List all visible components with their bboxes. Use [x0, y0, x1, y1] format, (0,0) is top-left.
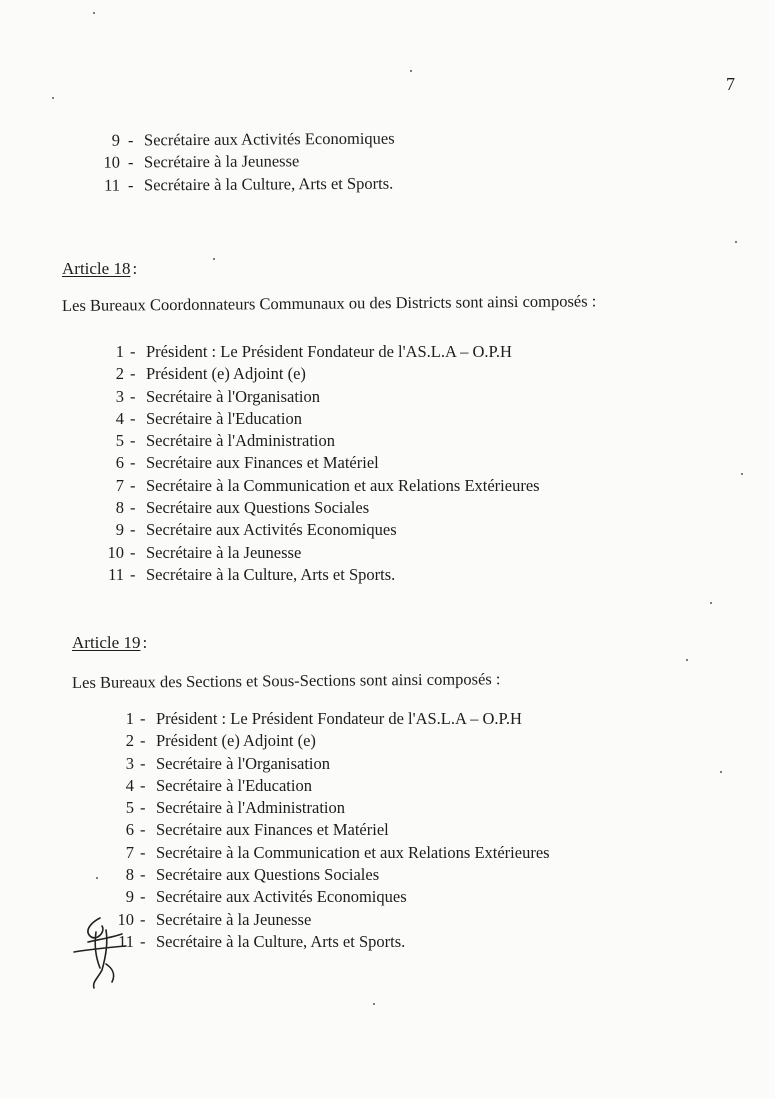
item-text: Secrétaire aux Finances et Matériel: [156, 820, 389, 840]
item-number: 11: [118, 931, 134, 951]
list-item: [98, 542, 698, 564]
item-text: Président : Le Président Fondateur de l'AS.L.A – O.P.H: [156, 709, 522, 728]
handwritten-signature: [66, 912, 136, 992]
article-19-heading: Article 19 :: [72, 633, 148, 652]
item-text: Secrétaire à l'Organisation: [156, 753, 331, 773]
item-text: Secrétaire à la Communication et aux Relations Extérieures: [146, 475, 540, 495]
list-item: [98, 452, 698, 474]
signature-stroke: [74, 918, 126, 988]
item-dash: -: [140, 753, 146, 773]
item-number: 4: [125, 775, 134, 795]
scan-speck: [720, 771, 722, 773]
item-text: Secrétaire à la Culture, Arts et Sports.: [146, 564, 396, 584]
list-item: [88, 171, 588, 197]
continued-list: [88, 128, 588, 195]
page-number: 7: [726, 74, 735, 94]
item-dash: -: [130, 498, 136, 518]
item-number: 6: [115, 453, 124, 473]
list-item: [98, 408, 698, 430]
list-item: [98, 519, 698, 541]
item-text: Secrétaire à l'Organisation: [146, 386, 321, 406]
item-number: 10: [103, 152, 121, 172]
item-text: Secrétaire aux Finances et Matériel: [146, 453, 379, 473]
list-item: [108, 708, 708, 730]
item-text: Secrétaire aux Questions Sociales: [146, 498, 370, 518]
scan-speck: [410, 70, 412, 72]
article-19-list: [108, 708, 708, 953]
scan-speck: [735, 241, 737, 243]
item-dash: -: [140, 909, 146, 929]
item-number: 5: [115, 431, 124, 451]
item-dash: -: [140, 865, 146, 885]
item-dash: -: [130, 453, 136, 473]
list-item: [88, 149, 588, 175]
item-dash: -: [127, 175, 134, 195]
list-item: [98, 430, 698, 452]
item-dash: -: [127, 152, 134, 172]
item-number: 7: [115, 475, 124, 495]
item-number: 3: [115, 386, 124, 406]
item-number: 3: [125, 753, 134, 773]
item-text: Secrétaire aux Activités Economiques: [146, 520, 397, 540]
item-dash: -: [140, 820, 146, 840]
item-number: 1: [125, 709, 134, 728]
item-number: 6: [125, 820, 134, 840]
article-19-intro: Les Bureaux des Sections et Sous-Sections sont ainsi composés :: [71, 669, 501, 692]
item-dash: -: [140, 731, 146, 751]
item-number: 2: [125, 731, 134, 751]
item-text: Secrétaire à la Culture, Arts et Sports.: [143, 173, 394, 194]
list-item: [98, 497, 698, 519]
item-dash: -: [130, 564, 136, 584]
scan-speck: [213, 258, 215, 260]
item-dash: -: [130, 431, 136, 451]
item-number: 8: [115, 498, 124, 518]
article-19-title: Article 19: [72, 633, 141, 652]
item-number: 7: [125, 842, 134, 862]
item-text: Secrétaire aux Activités Economiques: [156, 887, 407, 907]
item-dash: -: [140, 709, 146, 728]
list-item: [108, 730, 708, 752]
item-dash: -: [130, 386, 136, 406]
item-text: Secrétaire à la Communication et aux Relations Extérieures: [156, 842, 550, 862]
item-dash: -: [140, 887, 146, 907]
item-number: 9: [125, 887, 134, 907]
item-number: 10: [117, 909, 134, 929]
item-number: 10: [107, 542, 124, 562]
list-item: [98, 564, 698, 586]
item-dash: -: [130, 542, 136, 562]
item-number: 11: [108, 564, 124, 584]
item-dash: -: [140, 775, 146, 795]
scan-speck: [710, 602, 712, 604]
item-number: 2: [115, 364, 124, 384]
item-text: Secrétaire à l'Administration: [146, 431, 335, 451]
article-18-heading: Article 18 :: [62, 259, 138, 278]
item-number: 9: [111, 130, 121, 150]
scan-speck: [373, 1003, 375, 1005]
item-number: 5: [125, 798, 134, 818]
item-text: Président (e) Adjoint (e): [156, 731, 316, 751]
scan-speck: [741, 473, 743, 475]
item-number: 9: [115, 520, 124, 540]
item-dash: -: [130, 364, 136, 384]
list-item: [108, 864, 708, 886]
item-text: Président (e) Adjoint (e): [146, 364, 306, 384]
item-dash: -: [130, 520, 136, 540]
list-item: [98, 475, 698, 497]
item-text: Président : Le Président Fondateur de l'AS.L.A – O.P.H: [146, 342, 512, 361]
list-item: [98, 341, 698, 363]
article-18-intro: Les Bureaux Coordonnateurs Communaux ou des Districts sont ainsi composés :: [61, 291, 597, 315]
list-item: [108, 909, 708, 931]
list-item: [98, 386, 698, 408]
list-item: [108, 819, 708, 841]
list-item: [98, 363, 698, 385]
item-text: Secrétaire à l'Education: [146, 408, 302, 428]
item-dash: -: [140, 798, 146, 818]
article-18-list: [98, 341, 698, 586]
item-dash: -: [130, 342, 136, 361]
list-item: [108, 842, 708, 864]
item-dash: -: [130, 475, 136, 495]
item-text: Secrétaire à la Jeunesse: [146, 542, 302, 562]
item-text: Secrétaire aux Activités Economiques: [143, 128, 395, 150]
list-item: [108, 775, 708, 797]
item-dash: -: [130, 408, 136, 428]
article-18-title: Article 18: [62, 259, 131, 278]
item-text: Secrétaire à la Culture, Arts et Sports.: [156, 931, 406, 951]
list-item: [108, 753, 708, 775]
scan-speck: [686, 659, 688, 661]
item-dash: -: [140, 842, 146, 862]
item-dash: -: [140, 931, 146, 951]
list-item: [108, 797, 708, 819]
item-dash: -: [127, 130, 134, 150]
item-number: 8: [125, 865, 134, 885]
scan-speck: [52, 97, 54, 99]
list-item: [108, 931, 708, 953]
item-text: Secrétaire à la Jeunesse: [143, 151, 300, 172]
list-item: [108, 886, 708, 908]
item-number: 4: [115, 408, 124, 428]
item-text: Secrétaire à la Jeunesse: [156, 909, 312, 929]
scan-speck: [93, 12, 95, 14]
item-text: Secrétaire aux Questions Sociales: [156, 865, 380, 885]
item-number: 11: [104, 175, 121, 195]
scan-speck: [96, 877, 98, 879]
item-text: Secrétaire à l'Education: [156, 775, 312, 795]
item-text: Secrétaire à l'Administration: [156, 798, 345, 818]
item-number: 1: [115, 342, 124, 361]
